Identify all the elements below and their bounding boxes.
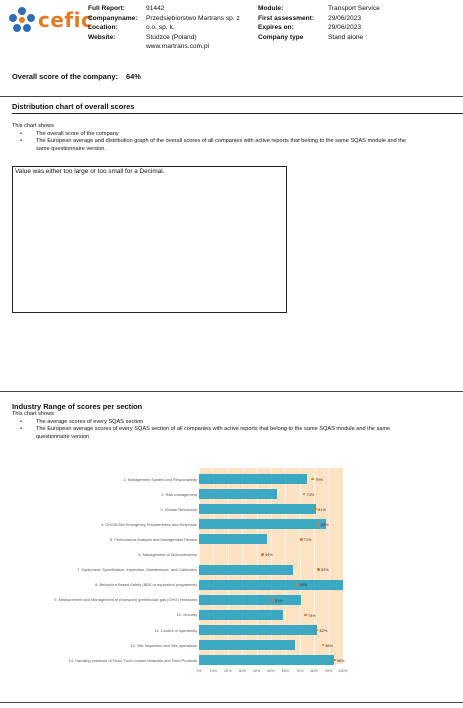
industry-intro: This chart shows	[12, 411, 54, 417]
x-tick-label: 30%	[238, 669, 246, 673]
score-bar	[199, 565, 293, 575]
category-label: 8. Behaviour Based Safety (BBS or equivalent programme)	[95, 582, 197, 588]
blank-key	[88, 42, 146, 52]
first-assessment-value: 29/06/2023	[328, 14, 362, 22]
x-tick-label: 50%	[267, 669, 275, 673]
category-label: 7. Equipment: Specification, Inspection, Maintenance, and Calibration	[77, 567, 197, 573]
overall-score-label: Overall score of the company:	[12, 72, 118, 81]
score-bar	[199, 489, 277, 499]
industry-bullet: • The European average scores of every SQAS section of all companies with active reports that belong to the same SQAS module and the same questionnaire version	[12, 426, 392, 441]
title-underline	[12, 113, 463, 114]
category-label: 3. Human Resources	[160, 506, 197, 512]
x-tick-label: 40%	[252, 669, 261, 673]
overall-score-value: 64%	[125, 72, 141, 81]
category-label: 6. Management of Subcontractors	[138, 552, 197, 557]
industry-bullet: • The average scores of every SQAS section	[12, 419, 392, 427]
category-label: 11. Control of operations	[154, 627, 197, 633]
company-type-key: Company type	[258, 33, 304, 41]
average-label: 81%	[318, 506, 326, 512]
chart-gridline	[343, 468, 344, 664]
category-label: 9. Measurement and Management of (transport) greenhouse gas (GHG) emissions	[54, 597, 197, 603]
score-bar	[199, 474, 307, 484]
score-bar	[199, 595, 301, 605]
report-info	[88, 4, 240, 52]
logo-text: cefic	[38, 8, 94, 32]
distribution-chart-error	[12, 166, 287, 313]
overall-score	[12, 72, 141, 81]
company-type-value: Stand alone	[328, 33, 364, 41]
expires-value: 29/06/2023	[328, 24, 362, 32]
website-link[interactable]: www.martrans.com.pl	[146, 43, 210, 51]
location-value: o.o. sp. k.	[146, 24, 175, 32]
category-label: 14. Handling practices of Food, Food contact Materials and Feed Products	[68, 657, 197, 663]
score-bar	[199, 610, 283, 620]
module-info	[258, 4, 380, 42]
distribution-title: Distribution chart of overall scores	[12, 102, 135, 111]
cefic-logo-mark	[8, 6, 36, 34]
average-label: 71%	[303, 537, 312, 543]
distribution-bullet: • The European average and distribution graph of the overall scores of all companies with active reports that belong to the same SQAS module and the same questionnaire version.	[12, 138, 412, 153]
first-assessment-key: First assessment:	[258, 14, 315, 22]
average-marker	[317, 568, 320, 571]
industry-range-chart	[0, 468, 463, 678]
category-label: 13. Site Inspection and Site operations	[130, 642, 197, 648]
module-key: Module:	[258, 5, 284, 12]
industry-title: Industry Range of scores per section	[12, 402, 143, 411]
score-bar	[199, 504, 316, 514]
x-tick-label: 100%	[338, 669, 348, 673]
full-report-key: Full Report:	[88, 5, 125, 12]
average-label: 73%	[306, 491, 315, 497]
distribution-description	[12, 123, 412, 153]
module-value: Transport Service	[328, 5, 380, 12]
x-tick-label: 60%	[281, 669, 290, 673]
x-tick-label: 20%	[224, 669, 232, 673]
x-tick-label: 80%	[310, 669, 318, 673]
x-tick-label: 70%	[296, 669, 304, 673]
average-marker	[304, 614, 307, 617]
divider	[0, 702, 463, 703]
companyname-value: Przedsiębiorstwo Martrans sp. z	[146, 14, 240, 22]
average-label: 96%	[336, 657, 345, 663]
website-key: Website:	[88, 33, 116, 41]
score-bar	[199, 655, 334, 665]
companyname-key: Companyname:	[88, 14, 138, 22]
average-label: 68%	[299, 582, 308, 588]
score-bar	[199, 625, 317, 635]
x-tick-label: 90%	[324, 669, 333, 673]
category-label: 2. Risk management	[161, 491, 197, 497]
average-label: 83%	[321, 522, 329, 527]
expires-key: Expires on:	[258, 24, 294, 32]
category-label: 1. Management System and Responsibility	[123, 476, 197, 482]
score-bar	[199, 640, 295, 650]
score-bar	[199, 519, 326, 529]
distribution-bullet: • The overall score of the company	[12, 131, 412, 139]
average-marker	[271, 599, 274, 602]
divider	[0, 96, 463, 97]
score-bar	[199, 534, 267, 544]
average-label: 82%	[319, 627, 328, 633]
average-label: 86%	[325, 642, 334, 648]
average-marker	[261, 553, 264, 556]
location-key: Location:	[88, 24, 118, 32]
city-value: Studzce (Poland)	[146, 33, 197, 41]
category-label: 4. On/Off-Site Emergency Preparedness and Response	[101, 521, 197, 527]
error-message: Value was either too large or too small for a Decimal.	[15, 168, 165, 175]
score-bar	[199, 580, 343, 590]
average-label: 44%	[264, 552, 273, 558]
average-label: 74%	[308, 612, 316, 618]
average-label: 83%	[321, 567, 329, 573]
category-label: 10. Security	[176, 612, 197, 618]
chart-gridline	[329, 468, 330, 664]
industry-description	[12, 411, 392, 441]
cefic-logo	[8, 6, 94, 34]
average-marker	[300, 538, 303, 541]
average-label: 51%	[274, 597, 283, 603]
x-tick-label: 0%	[196, 669, 202, 673]
category-label: 5. Performance Analysis and Management Review	[109, 536, 197, 542]
average-marker	[317, 523, 320, 526]
full-report-value: 91442	[146, 5, 165, 12]
x-tick-label: 10%	[209, 669, 218, 673]
average-label: 79%	[315, 476, 324, 482]
divider	[0, 391, 463, 392]
distribution-intro: This chart shows	[12, 123, 54, 129]
